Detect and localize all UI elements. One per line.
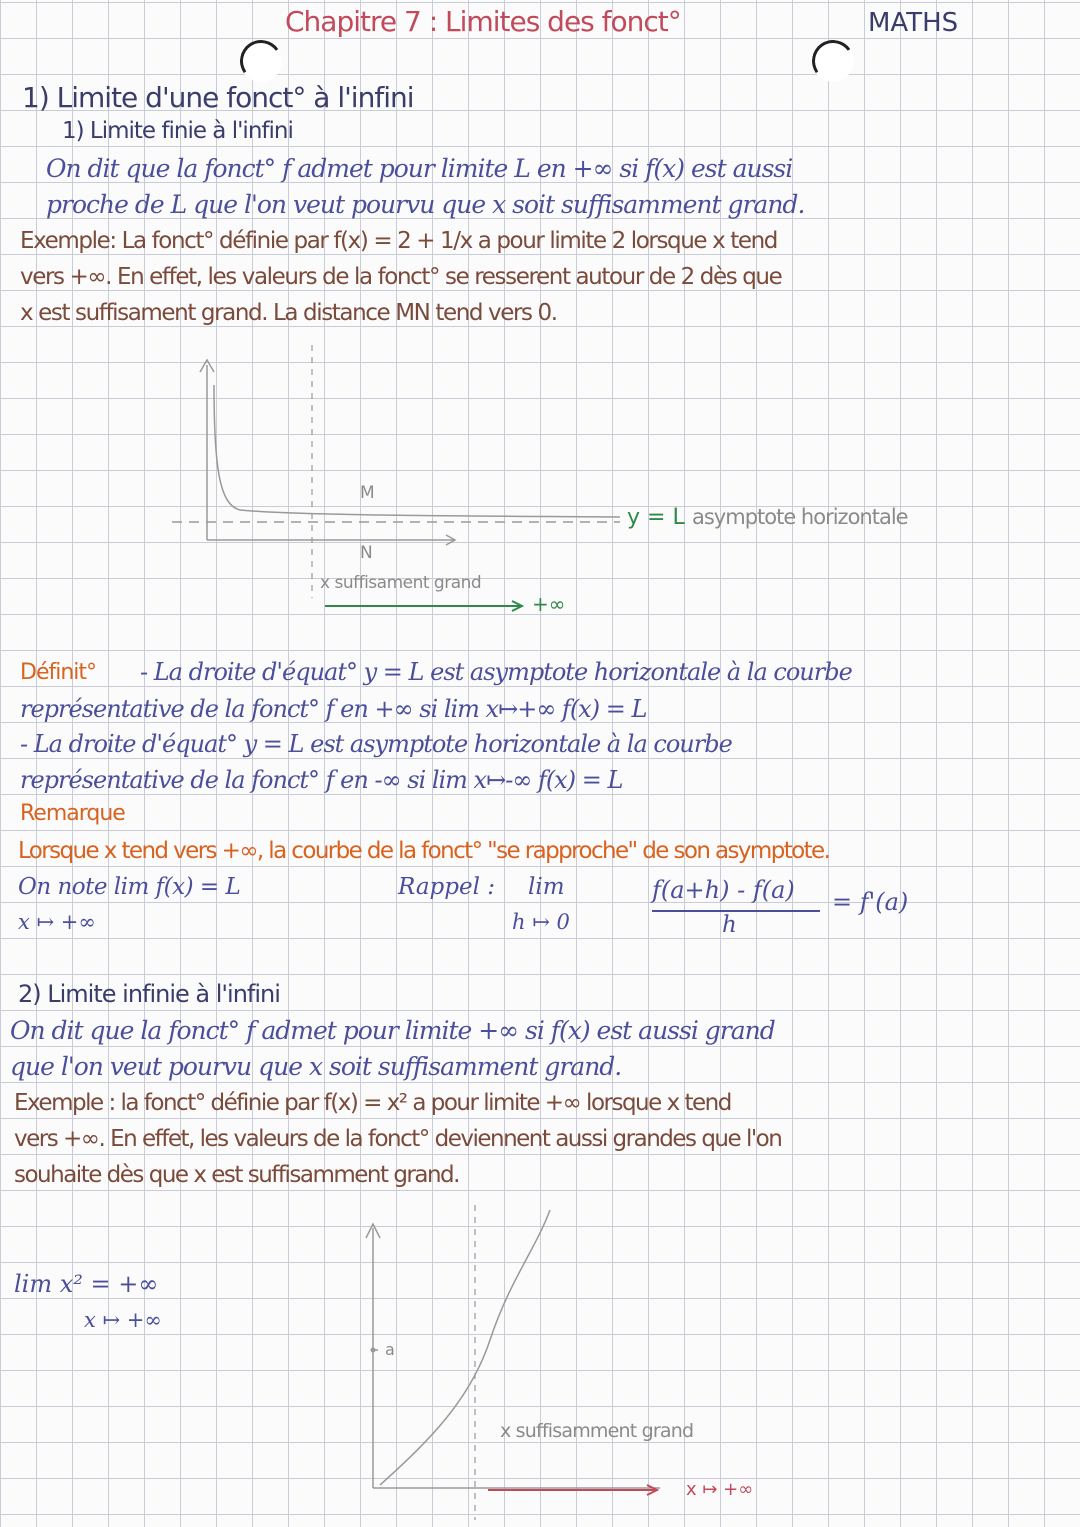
definition-label: Définit° — [20, 660, 97, 685]
section1-def-line-2: proche de L que l'on veut pourvu que x soit suffisamment grand. — [46, 190, 805, 219]
section2-example-line-2: vers +∞. En effet, les valeurs de la fonct° deviennent aussi grandes que l'on — [14, 1126, 782, 1152]
asymptote-text: asymptote horizontale — [692, 505, 908, 529]
graph2-label-a: a — [385, 1340, 395, 1359]
section1-def-line-1: On dit que la fonct° f admet pour limite L en +∞ si f(x) est aussi — [46, 154, 793, 183]
definition-line-3: - La droite d'équat° y = L est asymptote horizontale à la courbe — [20, 730, 732, 758]
graph1-arrow-label: +∞ — [532, 592, 566, 616]
graph1-label-M: M — [360, 483, 375, 503]
section2-lim-bottom: x ↦ +∞ — [84, 1308, 162, 1332]
subject-label: MATHS — [868, 8, 959, 38]
rappel-lim-sub: h ↦ 0 — [512, 910, 570, 934]
section1-example-line-3: x est suffisament grand. La distance MN tend vers 0. — [20, 300, 557, 326]
remark-note-bottom: x ↦ +∞ — [18, 910, 96, 934]
asymptote-equation: y = L — [627, 505, 685, 530]
remark-note-top: On note lim f(x) = L — [18, 874, 241, 900]
section2-example-line-3: souhaite dès que x est suffisamment grand. — [14, 1162, 459, 1188]
graph1-x-label: x suffisament grand — [320, 573, 482, 593]
remark-label: Remarque — [20, 801, 125, 826]
definition-line-4: représentative de la fonct° f en -∞ si lim x↦-∞ f(x) = L — [20, 766, 623, 794]
remark-line: Lorsque x tend vers +∞, la courbe de la fonct° "se rapproche" de son asymptote. — [18, 838, 830, 864]
rappel-label: Rappel : — [398, 874, 496, 900]
section2-def-line-1: On dit que la fonct° f admet pour limite +∞ si f(x) est aussi grand — [10, 1016, 775, 1045]
section2-def-line-2: que l'on veut pourvu que x soit suffisamment grand. — [10, 1052, 622, 1081]
section1-example-line-1: Exemple: La fonct° définie par f(x) = 2 + 1/x a pour limite 2 lorsque x tend — [20, 228, 777, 254]
section2-example-line-1: Exemple : la fonct° définie par f(x) = x² a pour limite +∞ lorsque x tend — [14, 1090, 731, 1116]
section2-heading: 2) Limite infinie à l'infini — [18, 980, 280, 1008]
rappel-rhs: = f'(a) — [832, 888, 909, 916]
graph2-arrow-label: x ↦ +∞ — [686, 1479, 754, 1500]
graph1-label-N: N — [360, 543, 373, 563]
section1-subheading: 1) Limite finie à l'infini — [62, 118, 293, 144]
section1-example-line-2: vers +∞. En effet, les valeurs de la fonct° se resserent autour de 2 dès que — [20, 264, 782, 290]
graph2-x-label: x suffisamment grand — [500, 1420, 694, 1442]
rappel-numerator: f(a+h) - f(a) — [652, 876, 795, 904]
page-title: Chapitre 7 : Limites des fonct° — [285, 5, 681, 38]
definition-line-2: représentative de la fonct° f en +∞ si lim x↦+∞ f(x) = L — [20, 695, 647, 723]
rappel-denominator: h — [722, 912, 737, 938]
section1-heading: 1) Limite d'une fonct° à l'infini — [22, 81, 414, 114]
definition-line-1: - La droite d'équat° y = L est asymptote horizontale à la courbe — [140, 658, 852, 686]
rappel-lim: lim — [528, 874, 565, 900]
section2-lim-top: lim x² = +∞ — [14, 1270, 159, 1298]
